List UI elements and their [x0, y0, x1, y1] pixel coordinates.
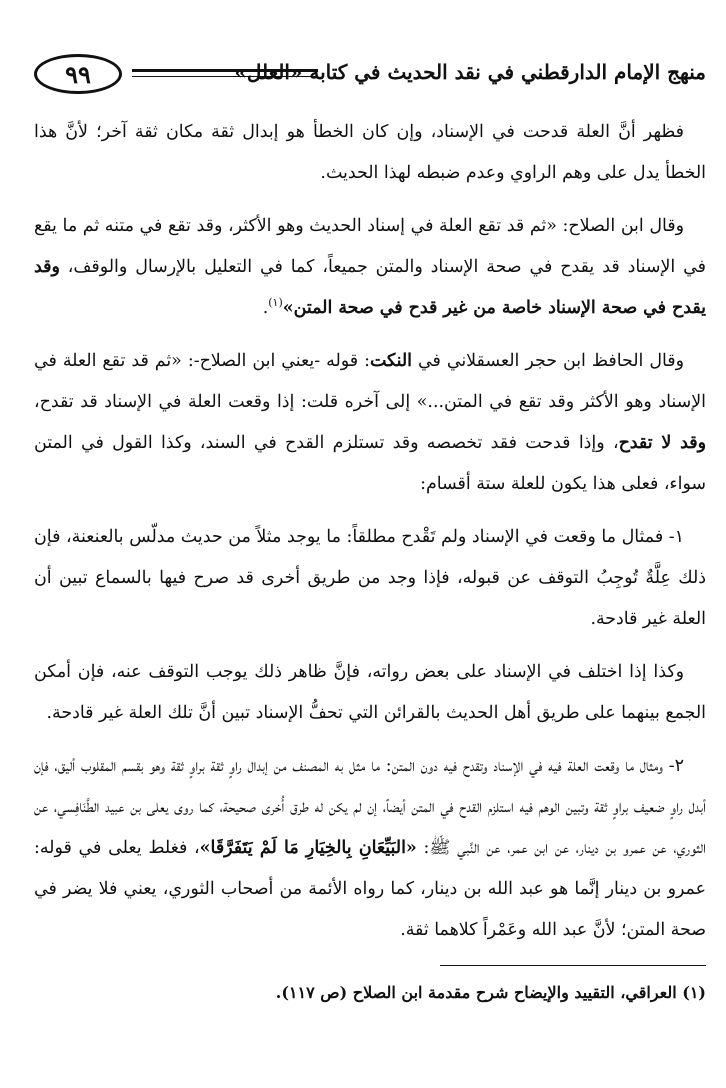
paragraph	[34, 341, 706, 505]
footnote: (١) العراقي، التقييد والإيضاح شرح مقدمة ابن الصلاح (ص ١١٧).	[275, 983, 706, 1002]
page-header	[0, 0, 726, 100]
text-segment: فظهر أنَّ العلة قدحت في الإسناد، وإن كان الخطأ هو إبدال ثقة مكان ثقة آخر؛ لأنَّ هذا الخطأ يدل على وهم الراوي وعدم ضبطه لهذا الحديث.	[34, 122, 706, 183]
paragraph	[34, 652, 706, 734]
text-segment: وقال ابن الصلاح: «ثم قد تقع العلة في إسناد الحديث وهو الأكثر، وقد تقع في متنه ثم ما يقع في الإسناد قد يقدح في صحة الإسناد والمتن جميعاً، كما في التعليل بالإرسال والوقف،	[34, 216, 706, 277]
text-segment: ، فغلط يعلى في قوله: عمرو بن دينار إنَّما هو عبد الله بن دينار، كما رواه الأئمة من أصحاب الثوري، يعني فلا يضر في صحة المتن؛ لأنَّ عبد الله وعَمْراً كلاهما ثقة.	[34, 838, 706, 940]
text-segment: ١- فمثال ما وقعت في الإسناد ولم تَقْدح مطلقاً: ما يوجد مثلاً من حديث مدلّس بالعنعنة، فإن ذلك عِلَّةٌ تُوجِبُ التوقف عن قبوله، فإذا وجد من طريق أخرى قد صرح فيها بالسماع تبين أن العلة غير قادحة.	[34, 527, 706, 629]
paragraph	[34, 206, 706, 329]
text-segment: ٢- ومثال ما وقعت العلة فيه في الإسناد وتقدح فيه دون المتن: ما مثل به المصنف من إبدال راوٍ ثقة براوٍ ثقة وهو بقسم المقلوب أليق، فإن أبدل راوٍ ضعيف براوٍ ثقة وتبين الوهم فيه استلزم القدح في المتن أيضاً، إن لم يكن له طرق أُخرى صحيحة، كما روى يعلى بن عبيد الطَّنَافِسي، عن الثوري، عن عمرو بن دينار، عن ابن عمر، عن النَّبي ﷺ:	[34, 756, 707, 858]
body-text	[34, 112, 706, 963]
bold-text: النكت	[369, 351, 413, 371]
page-number: ٩٩	[34, 54, 122, 94]
paragraph	[34, 112, 706, 194]
bold-text: «البَيِّعَانِ بِالخِيَارِ مَا لَمْ يَتَفَرَّقَا»	[199, 838, 417, 858]
paragraph	[34, 517, 706, 640]
text-segment: ، وإذا قدحت فقد تخصصه وقد تستلزم القدح في السند، وكذا القول في المتن سواء، فعلى هذا يكون للعلة ستة أقسام:	[34, 433, 706, 494]
bold-text: وقد لا تقدح	[618, 433, 706, 453]
bold-text: وقد يقدح في صحة الإسناد خاصة من غير قدح في صحة المتن»	[34, 257, 706, 318]
text-segment: .	[262, 298, 269, 318]
text-segment: وقال الحافظ ابن حجر العسقلاني في	[412, 351, 685, 371]
paragraph	[34, 746, 706, 951]
text-segment: : قوله -يعني ابن الصلاح-: «ثم قد تقع العلة في الإسناد وهو الأكثر وقد تقع في المتن...» إلى آخره قلت: إذا وقعت العلة في الإسناد قد تقدح،	[34, 351, 706, 412]
running-title: منهج الإمام الدارقطني في نقد الحديث في كتابه «العلل»	[234, 60, 706, 84]
footnote-separator	[440, 965, 706, 966]
footnote-marker: (١)	[268, 296, 283, 310]
text-segment: وكذا إذا اختلف في الإسناد على بعض رواته، فإنَّ ظاهر ذلك يوجب التوقف عنه، فإن أمكن الجمع بينهما على طريق أهل الحديث بالقرائن التي تحفُّ الإسناد تبين أنَّ تلك العلة غير قادحة.	[34, 662, 706, 723]
